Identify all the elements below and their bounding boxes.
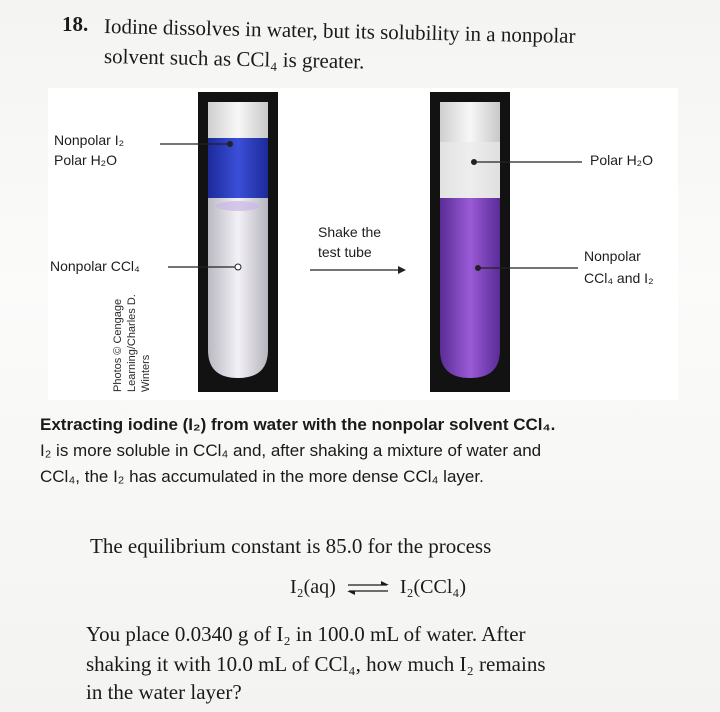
equilibrium-statement: The equilibrium constant is 85.0 for the process xyxy=(90,534,492,558)
label-polar-h2o-left: Polar H₂O xyxy=(54,152,118,168)
problem-line-c: in the water layer? xyxy=(86,680,242,704)
problem-line-a: You place 0.0340 g of I₂ in 100.0 mL of water. After xyxy=(86,622,526,646)
equation-left: I₂(aq) xyxy=(290,576,336,598)
problem-line-b: shaking it with 10.0 mL of CCl₄, how much I₂ remains xyxy=(86,652,546,676)
caption-bold-line: Extracting iodine (I₂) from water with the nonpolar solvent CCl₄. xyxy=(40,415,556,434)
equilibrium-equation xyxy=(290,576,466,599)
right-test-tube xyxy=(430,92,510,392)
label-nonpolar-right-line1: Nonpolar xyxy=(584,248,641,264)
label-nonpolar-right-line2: CCl₄ and I₂ xyxy=(584,270,654,286)
label-shake-line2: test tube xyxy=(318,244,372,260)
figure-caption xyxy=(40,412,690,490)
caption-line2: I₂ is more soluble in CCl₄ and, after shaking a mixture of water and xyxy=(40,441,542,460)
test-tube-photo xyxy=(48,88,678,400)
equilibrium-arrows-icon xyxy=(345,580,391,596)
question-number: 18. xyxy=(62,12,89,36)
label-polar-h2o-right: Polar H₂O xyxy=(590,152,654,168)
question-text-line2: solvent such as CCl₄ is greater. xyxy=(103,44,365,74)
photo-credit: Photos © Cengage Learning/Charles D. Winters xyxy=(112,294,152,392)
label-shake-line1: Shake the xyxy=(318,224,382,240)
label-nonpolar-i2: Nonpolar I₂ xyxy=(54,132,125,148)
left-test-tube xyxy=(198,92,278,392)
equation-right: I₂(CCl₄) xyxy=(399,576,467,598)
question-text-line1: Iodine dissolves in water, but its solubility in a nonpolar xyxy=(103,14,576,48)
caption-line3: CCl₄, the I₂ has accumulated in the more dense CCl₄ layer. xyxy=(40,467,484,486)
label-nonpolar-ccl4: Nonpolar CCl₄ xyxy=(50,258,140,274)
